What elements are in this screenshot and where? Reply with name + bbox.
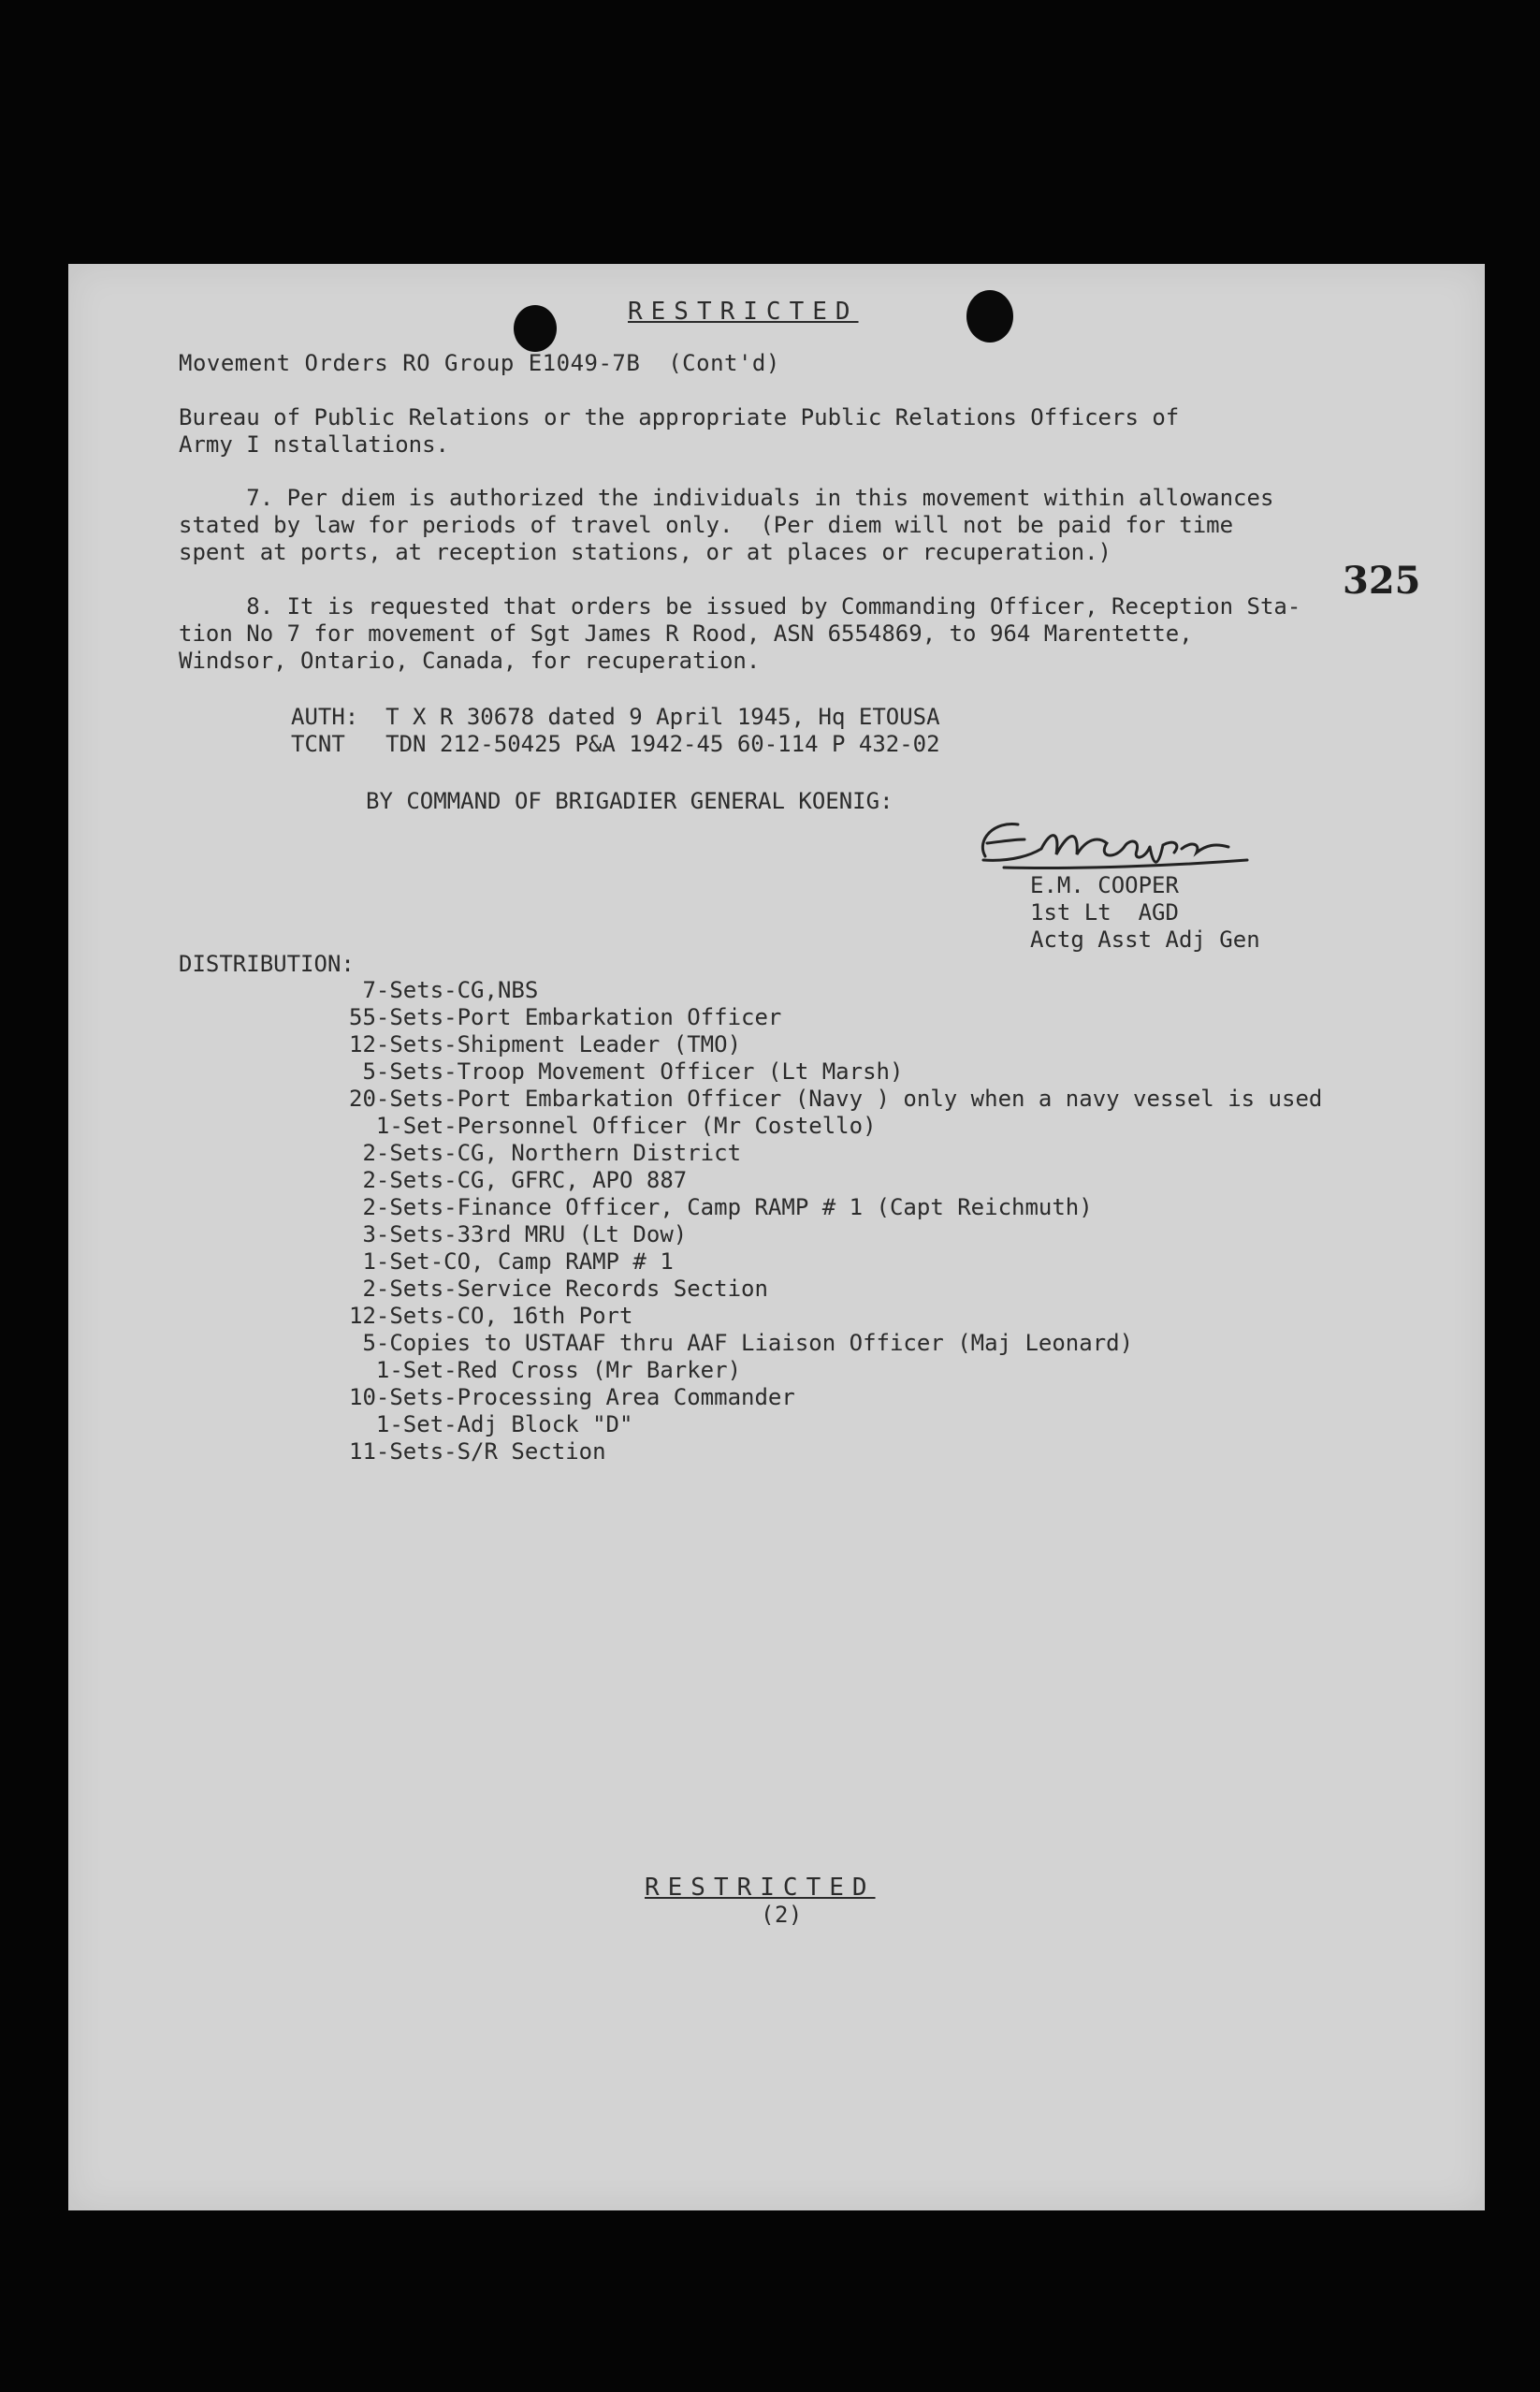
distribution-item: 20-Sets-Port Embarkation Officer (Navy ) only when a navy vessel is used	[349, 1086, 1323, 1112]
distribution-label: DISTRIBUTION:	[179, 951, 355, 977]
signer-rank: 1st Lt AGD	[1030, 899, 1179, 926]
paragraph-8-line-3: Windsor, Ontario, Canada, for recuperation.	[179, 648, 761, 674]
tcnt-line: TCNT TDN 212-50425 P&A 1942-45 60-114 P 432-02	[291, 731, 940, 757]
punch-hole	[966, 290, 1013, 343]
distribution-item: 10-Sets-Processing Area Commander	[349, 1384, 795, 1410]
signature	[966, 802, 1266, 877]
punch-hole	[514, 305, 557, 352]
distribution-item: 11-Sets-S/R Section	[349, 1438, 606, 1465]
paragraph-8-line-1: 8. It is requested that orders be issued by Commanding Officer, Reception Sta-	[179, 593, 1301, 620]
signer-title: Actg Asst Adj Gen	[1030, 926, 1260, 953]
distribution-item: 7-Sets-CG,NBS	[349, 977, 539, 1003]
signer-name: E.M. COOPER	[1030, 872, 1179, 898]
command-line: BY COMMAND OF BRIGADIER GENERAL KOENIG:	[366, 788, 893, 814]
distribution-item: 2-Sets-CG, GFRC, APO 887	[349, 1167, 688, 1193]
distribution-item: 5-Copies to USTAAF thru AAF Liaison Officer (Maj Leonard)	[349, 1330, 1134, 1356]
distribution-item: 12-Sets-Shipment Leader (TMO)	[349, 1031, 742, 1057]
distribution-item: 1-Set-CO, Camp RAMP # 1	[349, 1248, 674, 1275]
distribution-item: 2-Sets-Service Records Section	[349, 1276, 768, 1302]
distribution-item: 12-Sets-CO, 16th Port	[349, 1303, 633, 1329]
authority-line: AUTH: T X R 30678 dated 9 April 1945, Hq ETOUSA	[291, 704, 940, 730]
page-stamp-number: 325	[1343, 559, 1421, 603]
distribution-list	[349, 977, 1322, 1466]
intro-line-1: Bureau of Public Relations or the appropriate Public Relations Officers of	[179, 404, 1180, 430]
distribution-item: 1-Set-Personnel Officer (Mr Costello)	[349, 1113, 877, 1139]
paragraph-7-line-3: spent at ports, at reception stations, or at places or recuperation.)	[179, 539, 1111, 565]
document-page	[68, 264, 1485, 2210]
distribution-item: 3-Sets-33rd MRU (Lt Dow)	[349, 1221, 688, 1247]
distribution-item: 55-Sets-Port Embarkation Officer	[349, 1004, 782, 1030]
distribution-item: 1-Set-Red Cross (Mr Barker)	[349, 1357, 742, 1383]
distribution-item: 2-Sets-CG, Northern District	[349, 1140, 742, 1166]
paragraph-7-line-2: stated by law for periods of travel only. (Per diem will not be paid for time	[179, 512, 1234, 538]
order-reference: Movement Orders RO Group E1049-7B (Cont'd)	[179, 350, 780, 376]
distribution-item: 2-Sets-Finance Officer, Camp RAMP # 1 (Capt Reichmuth)	[349, 1194, 1093, 1220]
footer-classification: RESTRICTED	[645, 1874, 876, 1902]
distribution-item: 5-Sets-Troop Movement Officer (Lt Marsh)	[349, 1058, 904, 1085]
paragraph-8-line-2: tion No 7 for movement of Sgt James R Rood, ASN 6554869, to 964 Marentette,	[179, 620, 1193, 647]
footer-page-number: (2)	[761, 1902, 803, 1928]
distribution-item: 1-Set-Adj Block "D"	[349, 1411, 633, 1437]
paragraph-7-line-1: 7. Per diem is authorized the individuals in this movement within allowances	[179, 485, 1274, 511]
intro-line-2: Army I nstallations.	[179, 431, 449, 458]
header-classification: RESTRICTED	[628, 298, 859, 326]
